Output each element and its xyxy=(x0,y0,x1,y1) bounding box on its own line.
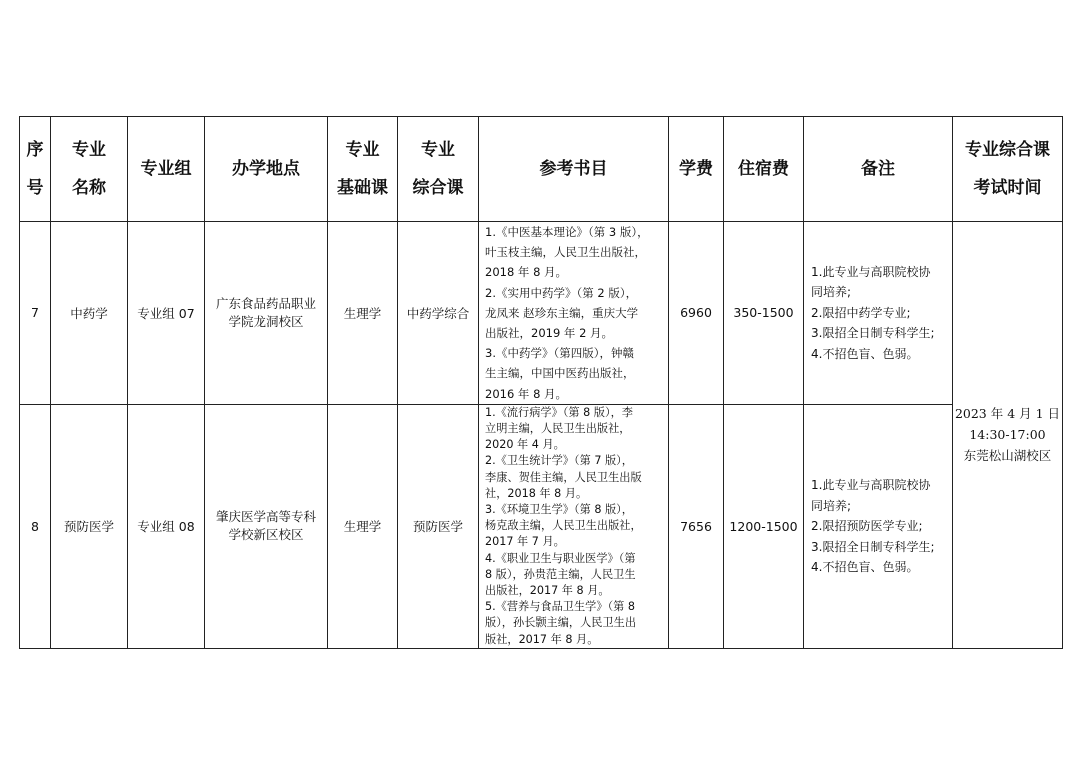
comp-course-cell: 中药学综合 xyxy=(398,222,479,405)
base-course-cell: 生理学 xyxy=(328,222,398,405)
major-cell: 中药学 xyxy=(51,222,128,405)
table-row xyxy=(20,404,1063,648)
seq-cell: 8 xyxy=(20,404,51,648)
base-course-cell: 生理学 xyxy=(328,404,398,648)
books-cell: 1.《流行病学》（第 8 版），李 立明主编，人民卫生出版社， 2020 年 4 月。 2.《卫生统计学》（第 7 版）， 李康、贺佳主编，人民卫生出版 社，2018 年 8 月。 3.《环境卫生学》（第 8 版）， 杨克敌主编，人民卫生出版社， 2017 年 7 月。 4.《职业卫生与职业医学》（第 8 版），孙贵范主编，人民卫生 出版社，2017 年 8 月。 5.《营养与食品卫生学》（第 8 版），孙长颢主编，人民卫生出 版社，2017 年 8 月。 xyxy=(479,404,669,648)
header-location: 办学地点 xyxy=(205,117,328,222)
header-row xyxy=(20,117,1063,222)
comp-course-cell: 预防医学 xyxy=(398,404,479,648)
tuition-cell: 7656 xyxy=(669,404,724,648)
header-seq: 序 号 xyxy=(20,117,51,222)
header-group: 专业组 xyxy=(128,117,205,222)
group-cell: 专业组 08 xyxy=(128,404,205,648)
table-row xyxy=(20,222,1063,405)
remarks-cell: 1.此专业与高职院校协 同培养; 2.限招预防医学专业; 3.限招全日制专科学生; 4.不招色盲、色弱。 xyxy=(804,404,953,648)
header-base-course: 专业 基础课 xyxy=(328,117,398,222)
admission-table xyxy=(19,116,1063,649)
seq-cell: 7 xyxy=(20,222,51,405)
header-lodging: 住宿费 xyxy=(724,117,804,222)
header-comp-course: 专业 综合课 xyxy=(398,117,479,222)
header-tuition: 学费 xyxy=(669,117,724,222)
lodging-cell: 1200-1500 xyxy=(724,404,804,648)
exam-time-cell: 2023 年 4 月 1 日 14:30-17:00 东莞松山湖校区 xyxy=(953,222,1063,649)
group-cell: 专业组 07 xyxy=(128,222,205,405)
location-cell: 肇庆医学高等专科 学校新区校区 xyxy=(205,404,328,648)
header-remarks: 备注 xyxy=(804,117,953,222)
major-cell: 预防医学 xyxy=(51,404,128,648)
header-major-name: 专业 名称 xyxy=(51,117,128,222)
location-cell: 广东食品药品职业 学院龙洞校区 xyxy=(205,222,328,405)
lodging-cell: 350-1500 xyxy=(724,222,804,405)
header-exam-time: 专业综合课 考试时间 xyxy=(953,117,1063,222)
remarks-cell: 1.此专业与高职院校协 同培养; 2.限招中药学专业; 3.限招全日制专科学生; 4.不招色盲、色弱。 xyxy=(804,222,953,405)
books-cell: 1.《中医基本理论》（第 3 版）， 叶玉枝主编，人民卫生出版社， 2018 年 8 月。 2.《实用中药学》（第 2 版）， 龙凤来 赵珍东主编，重庆大学 出版社，2019 年 2 月。 3.《中药学》（第四版），钟赣 生主编，中国中医药出版社， 2016 年 8 月。 xyxy=(479,222,669,405)
tuition-cell: 6960 xyxy=(669,222,724,405)
header-books: 参考书目 xyxy=(479,117,669,222)
